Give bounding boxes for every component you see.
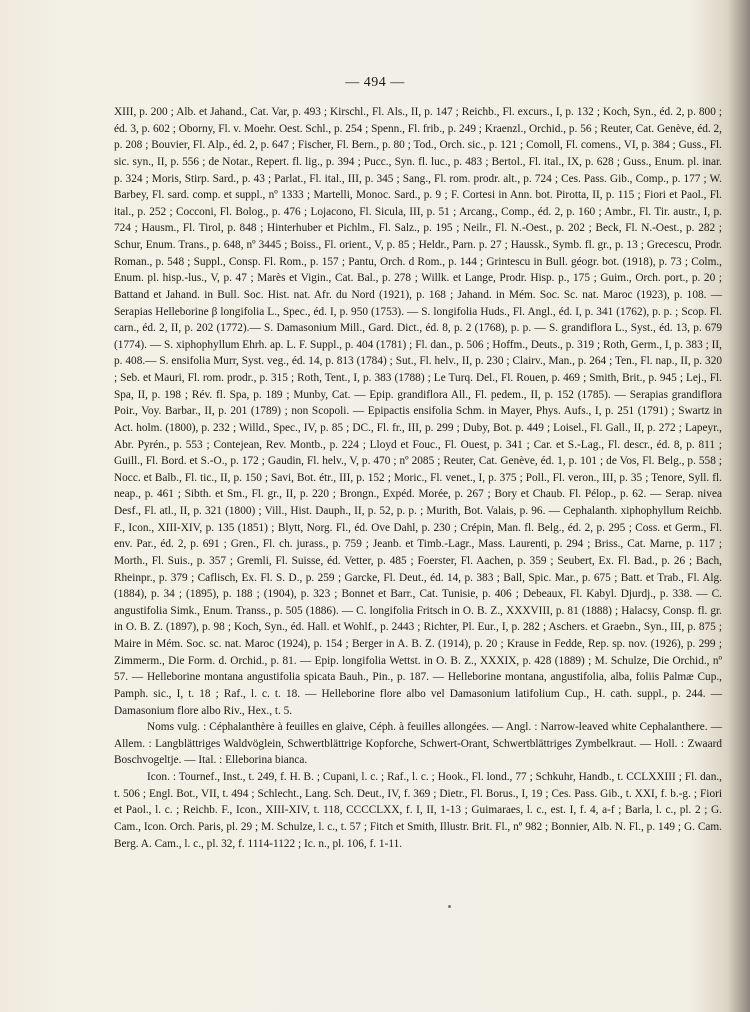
common-names-paragraph: Noms vulg. : Céphalanthère à feuilles en glaive, Céph. à feuilles allongées. — Angl. : Narrow-leaved white Cephalanthere. — Allem. : Langblättriges Waldvöglein, Schwertblättrige Kopforche, Schwert-Orant, Schwertblättriges Zymbelkraut. — Holl. : Zwaard Boschvogeltje. — Ital. : Elleborina bianca.	[114, 721, 722, 767]
ink-dot	[448, 905, 451, 908]
page-body	[114, 104, 722, 852]
synonymy-paragraph: XIII, p. 200 ; Alb. et Jahand., Cat. Var, p. 493 ; Kirschl., Fl. Als., II, p. 147 ; Reichb., Fl. excurs., I, p. 132 ; Koch, Syn., éd. 2, p. 800 ; éd. 3, p. 602 ; Oborny, Fl. v. Moehr. Oest. Schl., p. 254 ; Spenn., Fl. frib., p. 249 ; Kraenzl., Orchid., p. 56 ; Reuter, Cat. Genève, éd. 2, p. 208 ; Bouvier, Fl. Alp., éd. 2, p. 647 ; Fischer, Fl. Bern., p. 80 ; Tod., Orch. sic., p. 121 ; Comoll, Fl. comens., VI, p. 384 ; Guss., Fl. sic. syn., II, p. 556 ; de Notar., Repert. fl. lig., p. 394 ; Pucc., Syn. fl. luc., p. 483 ; Bertol., Fl. ital., IX, p. 628 ; Guss., Enum. pl. inar. p. 324 ; Moris, Stirp. Sard., p. 43 ; Parlat., Fl. ital., III, p. 345 ; Sang., Fl. rom. prodr. alt., p. 724 ; Ces. Pass. Gib., Comp., p. 177 ; W. Barbey, Fl. sard. comp. et suppl., nº 1333 ; Martelli, Monoc. Sard., p. 9 ; F. Cortesi in Ann. bot. Pirotta, II, p. 115 ; Fiori et Paol., Fl. ital., p. 252 ; Cocconi, Fl. Bolog., p. 476 ; Lojacono, Fl. Sicula, III, p. 51 ; Arcang., Comp., éd. 2, p. 160 ; Ambr., Fl. Tir. austr., I, p. 724 ; Hausm., Fl. Tirol, p. 848 ; Hinterhuber et Pichlm., Fl. Salz., p. 195 ; Neilr., Fl. N.-Oest., p. 202 ; Beck, Fl. N.-Oest., p. 282 ; Schur, Enum. Trans., p. 648, nº 3445 ; Boiss., Fl. orient., V, p. 85 ; Heldr., Parn. p. 27 ; Haussk., Symb. fl. gr., p. 13 ; Grecescu, Prodr. Roman., p. 548 ; Suppl., Consp. Fl. Rom., p. 157 ; Pantu, Orch. d Rom., p. 144 ; Grintescu in Bull. géogr. bot. (1918), p. 73 ; Colm., Enum. pl. hisp.-lus., V, p. 47 ; Marès et Vigin., Cat. Bal., p. 278 ; Willk. et Lange, Prodr. Hisp. p., 175 ; Guim., Orch. port., p. 20 ; Battand et Jahand. in Bull. Soc. Hist. nat. Afr. du Nord (1921), p. 168 ; Jahand. in Mém. Soc. Sc. nat. Maroc (1923), p. 108. — Serapias Helleborine β longifolia L., Spec., éd. I, p. 950 (1753). — S. longifolia Huds., Fl. Angl., éd. I, p. 341 (1762), p. p. ; Scop. Fl. carn., éd. 2, II, p. 202 (1772).— S. Damasonium Mill., Gard. Dict., éd. 8, p. 2 (1768), p. p. — S. grandiflora L., Syst., éd. 13, p. 679 (1774). — S. xiphophyllum Ehrh. ap. L. F. Suppl., p. 404 (1781) ; Fl. dan., p. 506 ; Hoffm., Deuts., p. 319 ; Roth, Germ., I, p. 383 ; II, p. 408.— S. ensifolia Murr, Syst. veg., éd. 14, p. 813 (1784) ; Sut., Fl. helv., II, p. 230 ; Clairv., Man., p. 264 ; Ten., Fl. nap., II, p. 320 ; Seb. et Mauri, Fl. rom. prodr., p. 315 ; Roth, Tent., I, p. 383 (1788) ; Le Turq. Del., Fl. Rouen, p. 469 ; Smith, Brit., p. 945 ; Lej., Fl. Spa, II, p. 198 ; Rév. fl. Spa, p. 189 ; Munby, Cat. — Epip. grandiflora All., Fl. pedem., II, p. 152 (1785). — Serapias grandiflora Poir., Voy. Barbar., II, p. 201 (1789) ; non Scopoli. — Epipactis ensifolia Schm. in Mayer, Phys. Aufs., I, p. 251 (1791) ; Swartz in Act. holm. (1800), p. 232 ; Willd., Spec., IV, p. 85 ; DC., Fl. fr., III, p. 299 ; Duby, Bot. p. 449 ; Loisel., Fl. Gall., II, p. 272 ; Lapeyr., Abr. Pyrén., p. 553 ; Contejean, Rev. Montb., p. 224 ; Lloyd et Fouc., Fl. Ouest, p. 341 ; Car. et S.-Lag., Fl. descr., éd. 8, p. 811 ; Guill., Fl. Bord. et S.-O., p. 172 ; Gaudin, Fl. helv., V, p. 470 ; nº 2085 ; Reuter, Cat. Genève, éd. 1, p. 101 ; de Vos, Fl. Belg., p. 558 ; Nocc. et Balb., Fl. tic., II, p. 150 ; Savi, Bot. étr., III, p. 152 ; Moric., Fl. venet., I, p. 375 ; Poll., Fl. veron., III, p. 35 ; Tenore, Syll. fl. neap., p. 461 ; Sibth. et Sm., Fl. gr., II, p. 220 ; Brongn., Expéd. Morée, p. 267 ; Bory et Chaub. Fl. Pélop., p. 62. — Serap. nivea Desf., Fl. atl., II, p. 321 (1800) ; Vill., Hist. Dauph., II, p. 52, p. p. ; Murith, Bot. Valais, p. 96. — Cephalanth. xiphophyllum Reichb. F., Icon., XIII-XIV, p. 135 (1851) ; Blytt, Norg. Fl., éd. Ove Dahl, p. 230 ; Crépin, Man. fl. Belg., éd. 2, p. 295 ; Coss. et Germ., Fl. env. Par., éd. 2, p. 691 ; Gren., Fl. ch. jurass., p. 759 ; Jeanb. et Timb.-Lagr., Mass. Laurenti, p. 294 ; Briss., Cat. Marne, p. 117 ; Morth., Fl. Suis., p. 357 ; Gremli, Fl. Suisse, éd. Vetter, p. 485 ; Foerster, Fl. Aachen, p. 359 ; Seubert, Ex. Fl. Bad., p. 26 ; Bach, Rheinpr., p. 379 ; Caflisch, Ex. Fl. S. D., p. 259 ; Garcke, Fl. Deut., éd. 14, p. 383 ; Ball, Spic. Mar., p. 675 ; Batt. et Trab., Fl. Alg. (1884), p. 34 ; (1895), p. 188 ; (1904), p. 323 ; Bonnet et Barr., Cat. Tunisie, p. 406 ; Debeaux, Fl. Kabyl. Djurdj., p. 338. — C. angustifolia Simk., Enum. Transs., p. 505 (1886). — C. longifolia Fritsch in O. B. Z., XXXVIII, p. 81 (1888) ; Halacsy, Consp. fl. gr. in O. B. Z. (1897), p. 98 ; Koch, Syn., éd. Hall. et Wohlf., p. 2443 ; Richter, Pl. Eur., I, p. 282 ; Aschers. et Graebn., Syn., III, p. 875 ; Maire in Mém. Soc. sc. nat. Maroc (1924), p. 154 ; Berger in A. B. Z. (1914), p. 20 ; Krause in Fedde, Rep. sp. nov. (1926), p. 299 ; Zimmerm., Die Form. d. Orchid., p. 81. — Epip. longifolia Wettst. in O. B. Z., XXXIX, p. 428 (1889) ; M. Schulze, Die Orchid., nº 57. — Helleborine montana angustifolia spicata Bauh., Pin., p. 187. — Helleborine montana, angustifolia, alba, foliis Palmæ Cup., Pamph. sic., I, t. 18 ; Raf., l. c. t. 18. — Helleborine flore albo vel Damasonium latifolium Cup., H. cath. suppl., p. 244. — Damasonium flore albo Riv., Hex., t. 5.	[114, 106, 722, 717]
iconography-paragraph: Icon. : Tournef., Inst., t. 249, f. H. B. ; Cupani, l. c. ; Raf., l. c. ; Hook., Fl. lond., 77 ; Schkuhr, Handb., t. CCLXXIII ; Fl. dan., t. 506 ; Engl. Bot., VII, t. 494 ; Schlecht., Lang. Sch. Deut., IV, f. 369 ; Dietr., Fl. Borus., I, 19 ; Ces. Pass. Gib., t. XXI, f. b.-g. ; Fiori et Paol., l. c. ; Reichb. F., Icon., XIII-XIV, t. 118, CCCCLXX, f. I, II, 1-13 ; Guimaraes, l. c., est. I, f. 4, a-f ; Barla, l. c., pl. 2 ; G. Cam., Icon. Orch. Paris, pl. 29 ; M. Schulze, l. c., t. 57 ; Fitch et Smith, Illustr. Brit. Fl., nº 982 ; Bonnier, Alb. N. Fl., p. 149 ; G. Cam. Berg. A. Cam., l. c., pl. 32, f. 1114-1122 ; Ic. n., pl. 106, f. 1-11.	[114, 771, 722, 850]
page-number: — 494 —	[345, 75, 405, 90]
